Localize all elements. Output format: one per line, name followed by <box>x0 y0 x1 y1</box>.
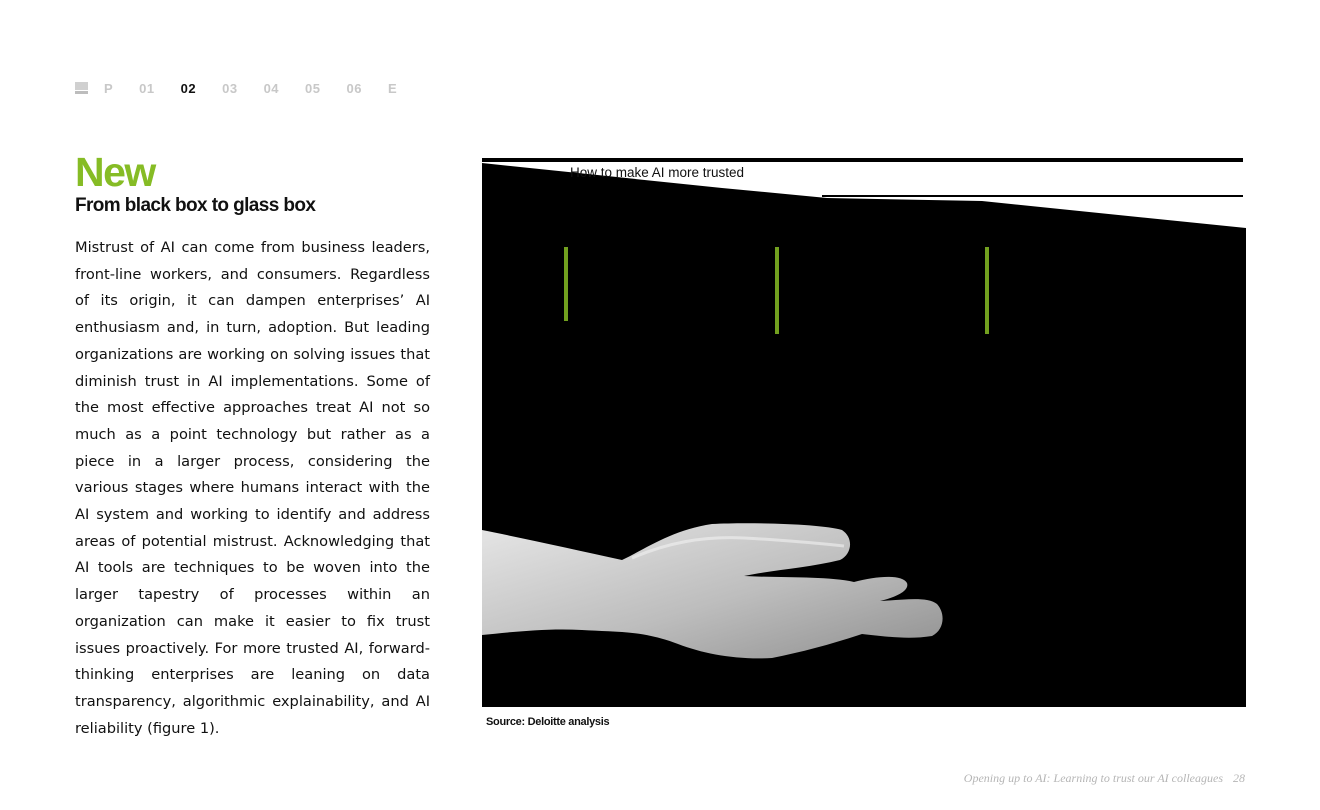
accent-marker-3 <box>985 247 989 334</box>
accent-marker-2 <box>775 247 779 334</box>
figure-artwork <box>482 158 1246 707</box>
nav-item-02[interactable]: 02 <box>180 80 197 96</box>
figure-header-rule <box>822 195 1243 197</box>
nav-item-endnotes[interactable]: E <box>387 80 398 96</box>
section-nav <box>75 80 423 96</box>
nav-item-preface[interactable]: P <box>104 80 114 96</box>
figure-1 <box>482 158 1246 707</box>
menu-icon[interactable] <box>75 82 88 94</box>
figure-caption: How to make AI more trusted <box>570 165 745 180</box>
page-number: 28 <box>1233 771 1245 785</box>
nav-item-06[interactable]: 06 <box>346 80 362 96</box>
nav-item-05[interactable]: 05 <box>305 80 321 96</box>
figure-source: Source: Deloitte analysis <box>486 716 610 728</box>
page-footer <box>964 771 1245 786</box>
hand-illustration <box>482 523 943 658</box>
nav-item-03[interactable]: 03 <box>222 80 238 96</box>
page-subtitle: From black box to glass box <box>75 195 316 216</box>
footer-title: Opening up to AI: Learning to trust our AI colleagues <box>963 771 1223 785</box>
accent-marker-1 <box>564 247 568 321</box>
page-title: New <box>75 149 155 195</box>
nav-item-04[interactable]: 04 <box>263 80 280 96</box>
figure-top-rule <box>482 158 1243 162</box>
section-heading <box>75 150 315 217</box>
body-paragraph: Mistrust of AI can come from business leaders, front-line workers, and consumers. Regardless of its origin, it can dampen enterprises’ AI enthusiasm and, in turn, adoption. But leading organizations are working on solving issues that diminish trust in AI implementations. Some of the most effective approaches treat AI not so much as a point technology but rather as a piece in a larger process, considering the various stages where humans interact with the AI system and working to identify and address areas of potential mistrust. Acknowledging that AI tools are techniques to be woven into the larger tapestry of processes within an organization can make it easier to fix trust issues proactively. For more trusted AI, forward-thinking enterprises are leaning on data transparency, algorithmic explainability, and AI reliability (figure 1). <box>75 239 430 737</box>
nav-item-01[interactable]: 01 <box>139 80 155 96</box>
